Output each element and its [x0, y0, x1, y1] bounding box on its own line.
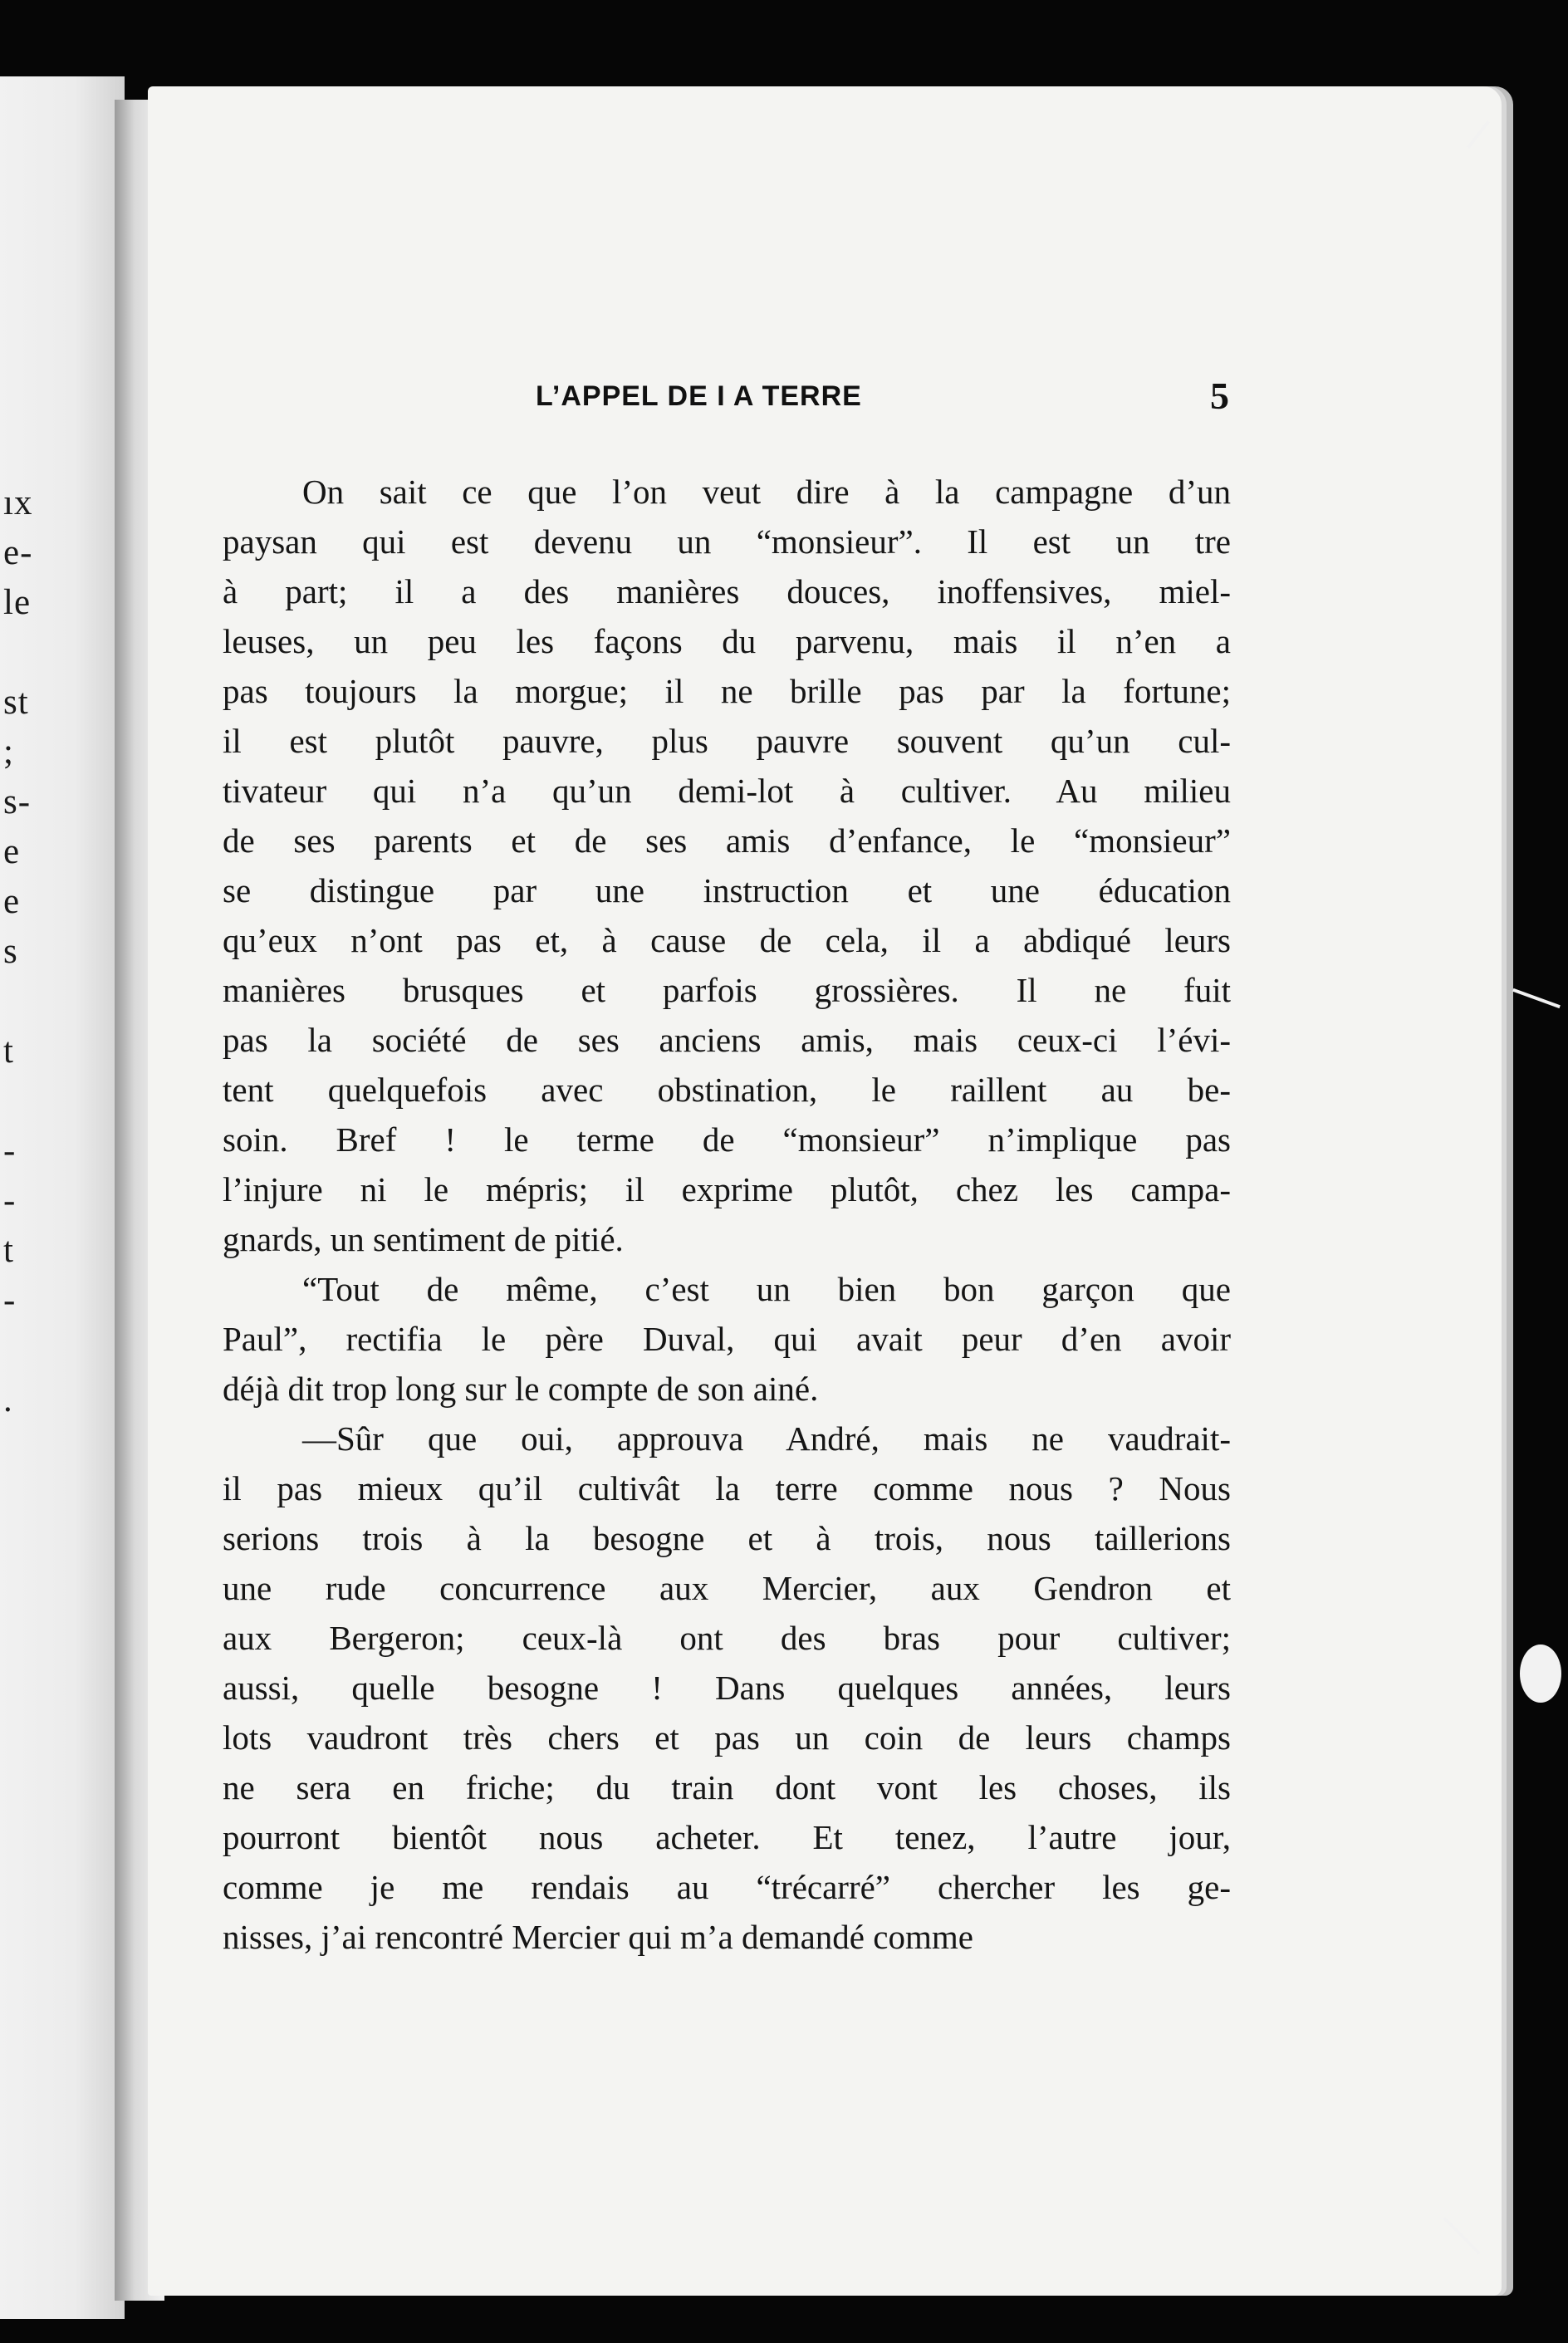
paragraph [223, 1264, 1231, 1414]
previous-page-fragment: e [3, 882, 21, 921]
text-line: aussi, quelle besogne ! Dans quelques années, leurs [223, 1669, 1231, 1707]
text-line: pas toujours la morgue; il ne brille pas par la fortune; [223, 672, 1231, 710]
text-line: nisses, j’ai rencontré Mercier qui m’a demandé comme [223, 1918, 973, 1956]
text-line: pourront bientôt nous acheter. Et tenez, l’autre jour, [223, 1818, 1231, 1856]
previous-page-fragment [3, 1076, 53, 1126]
previous-page-fragment: e- [3, 533, 33, 572]
text-line: soin. Bref ! le terme de “monsieur” n’implique pas [223, 1120, 1231, 1159]
text-line: lots vaudront très chers et pas un coin de leurs champs [223, 1718, 1231, 1757]
previous-page-fragment: - [3, 1131, 17, 1170]
text-line: leuses, un peu les façons du parvenu, mais il n’en a [223, 622, 1231, 660]
text-line: une rude concurrence aux Mercier, aux Gendron et [223, 1569, 1231, 1607]
text-line: il pas mieux qu’il cultivât la terre comme nous ? Nous [223, 1469, 1231, 1507]
text-line: tent quelquefois avec obstination, le raillent au be- [223, 1071, 1231, 1109]
paragraph [223, 467, 1231, 1264]
text-line: pas la société de ses anciens amis, mais ceux-ci l’évi- [223, 1021, 1231, 1059]
previous-page-fragment: - [3, 1281, 17, 1320]
previous-page-fragment: t [3, 1032, 14, 1071]
previous-page-text-fragments [3, 478, 53, 1425]
previous-page-fragment: s- [3, 782, 32, 821]
text-line: serions trois à la besogne et à trois, nous taillerions [223, 1519, 1231, 1557]
body-text [223, 467, 1231, 1962]
scan-artifact [1520, 1645, 1561, 1703]
previous-page-fragment: ; [3, 733, 14, 772]
text-line: de ses parents et de ses amis d’enfance, le “monsieur” [223, 821, 1231, 860]
previous-page-fragment: e [3, 832, 21, 871]
running-title: L’APPEL DE I A TERRE [536, 380, 862, 412]
previous-page-fragment: t [3, 1231, 14, 1270]
previous-page-fragment: le [3, 583, 32, 622]
page-header [224, 374, 1229, 424]
text-line: ne sera en friche; du train dont vont les choses, ils [223, 1768, 1231, 1806]
previous-page-fragment [3, 628, 53, 678]
text-line: à part; il a des manières douces, inoffensives, miel- [223, 572, 1231, 610]
previous-page-fragment: s [3, 932, 18, 971]
text-line: “Tout de même, c’est un bien bon garçon que [302, 1270, 1231, 1308]
text-line: manières brusques et parfois grossières. Il ne fuit [223, 971, 1231, 1009]
paragraph [223, 1414, 1231, 1962]
text-line: l’injure ni le mépris; il exprime plutôt, chez les campa- [223, 1170, 1231, 1208]
previous-page-fragment [3, 1326, 53, 1375]
text-line: qu’eux n’ont pas et, à cause de cela, il a abdiqué leurs [223, 921, 1231, 959]
text-line: comme je me rendais au “trécarré” chercher les ge- [223, 1868, 1231, 1906]
previous-page-fragment: st [3, 683, 29, 722]
text-line: déjà dit trop long sur le compte de son ainé. [223, 1370, 819, 1408]
text-line: aux Bergeron; ceux-là ont des bras pour cultiver; [223, 1619, 1231, 1657]
text-line: se distingue par une instruction et une éducation [223, 871, 1231, 909]
text-line: tivateur qui n’a qu’un demi-lot à cultiver. Au milieu [223, 772, 1231, 810]
text-line: il est plutôt pauvre, plus pauvre souvent qu’un cul- [223, 722, 1231, 760]
scan-artifact [1512, 988, 1561, 1008]
page-number: 5 [1210, 375, 1229, 417]
text-line: paysan qui est devenu un “monsieur”. Il est un tre [223, 522, 1231, 561]
previous-page-fragment [3, 977, 53, 1027]
previous-page-fragment: ıx [3, 483, 33, 522]
text-line: Paul”, rectifia le père Duval, qui avait peur d’en avoir [223, 1320, 1231, 1358]
previous-page-fragment: - [3, 1181, 17, 1220]
text-line: On sait ce que l’on veut dire à la campagne d’un [302, 473, 1231, 511]
text-line: gnards, un sentiment de pitié. [223, 1220, 624, 1258]
previous-page-edge [0, 76, 125, 2319]
text-line: —Sûr que oui, approuva André, mais ne vaudrait- [302, 1419, 1231, 1458]
previous-page-fragment: . [3, 1380, 13, 1419]
